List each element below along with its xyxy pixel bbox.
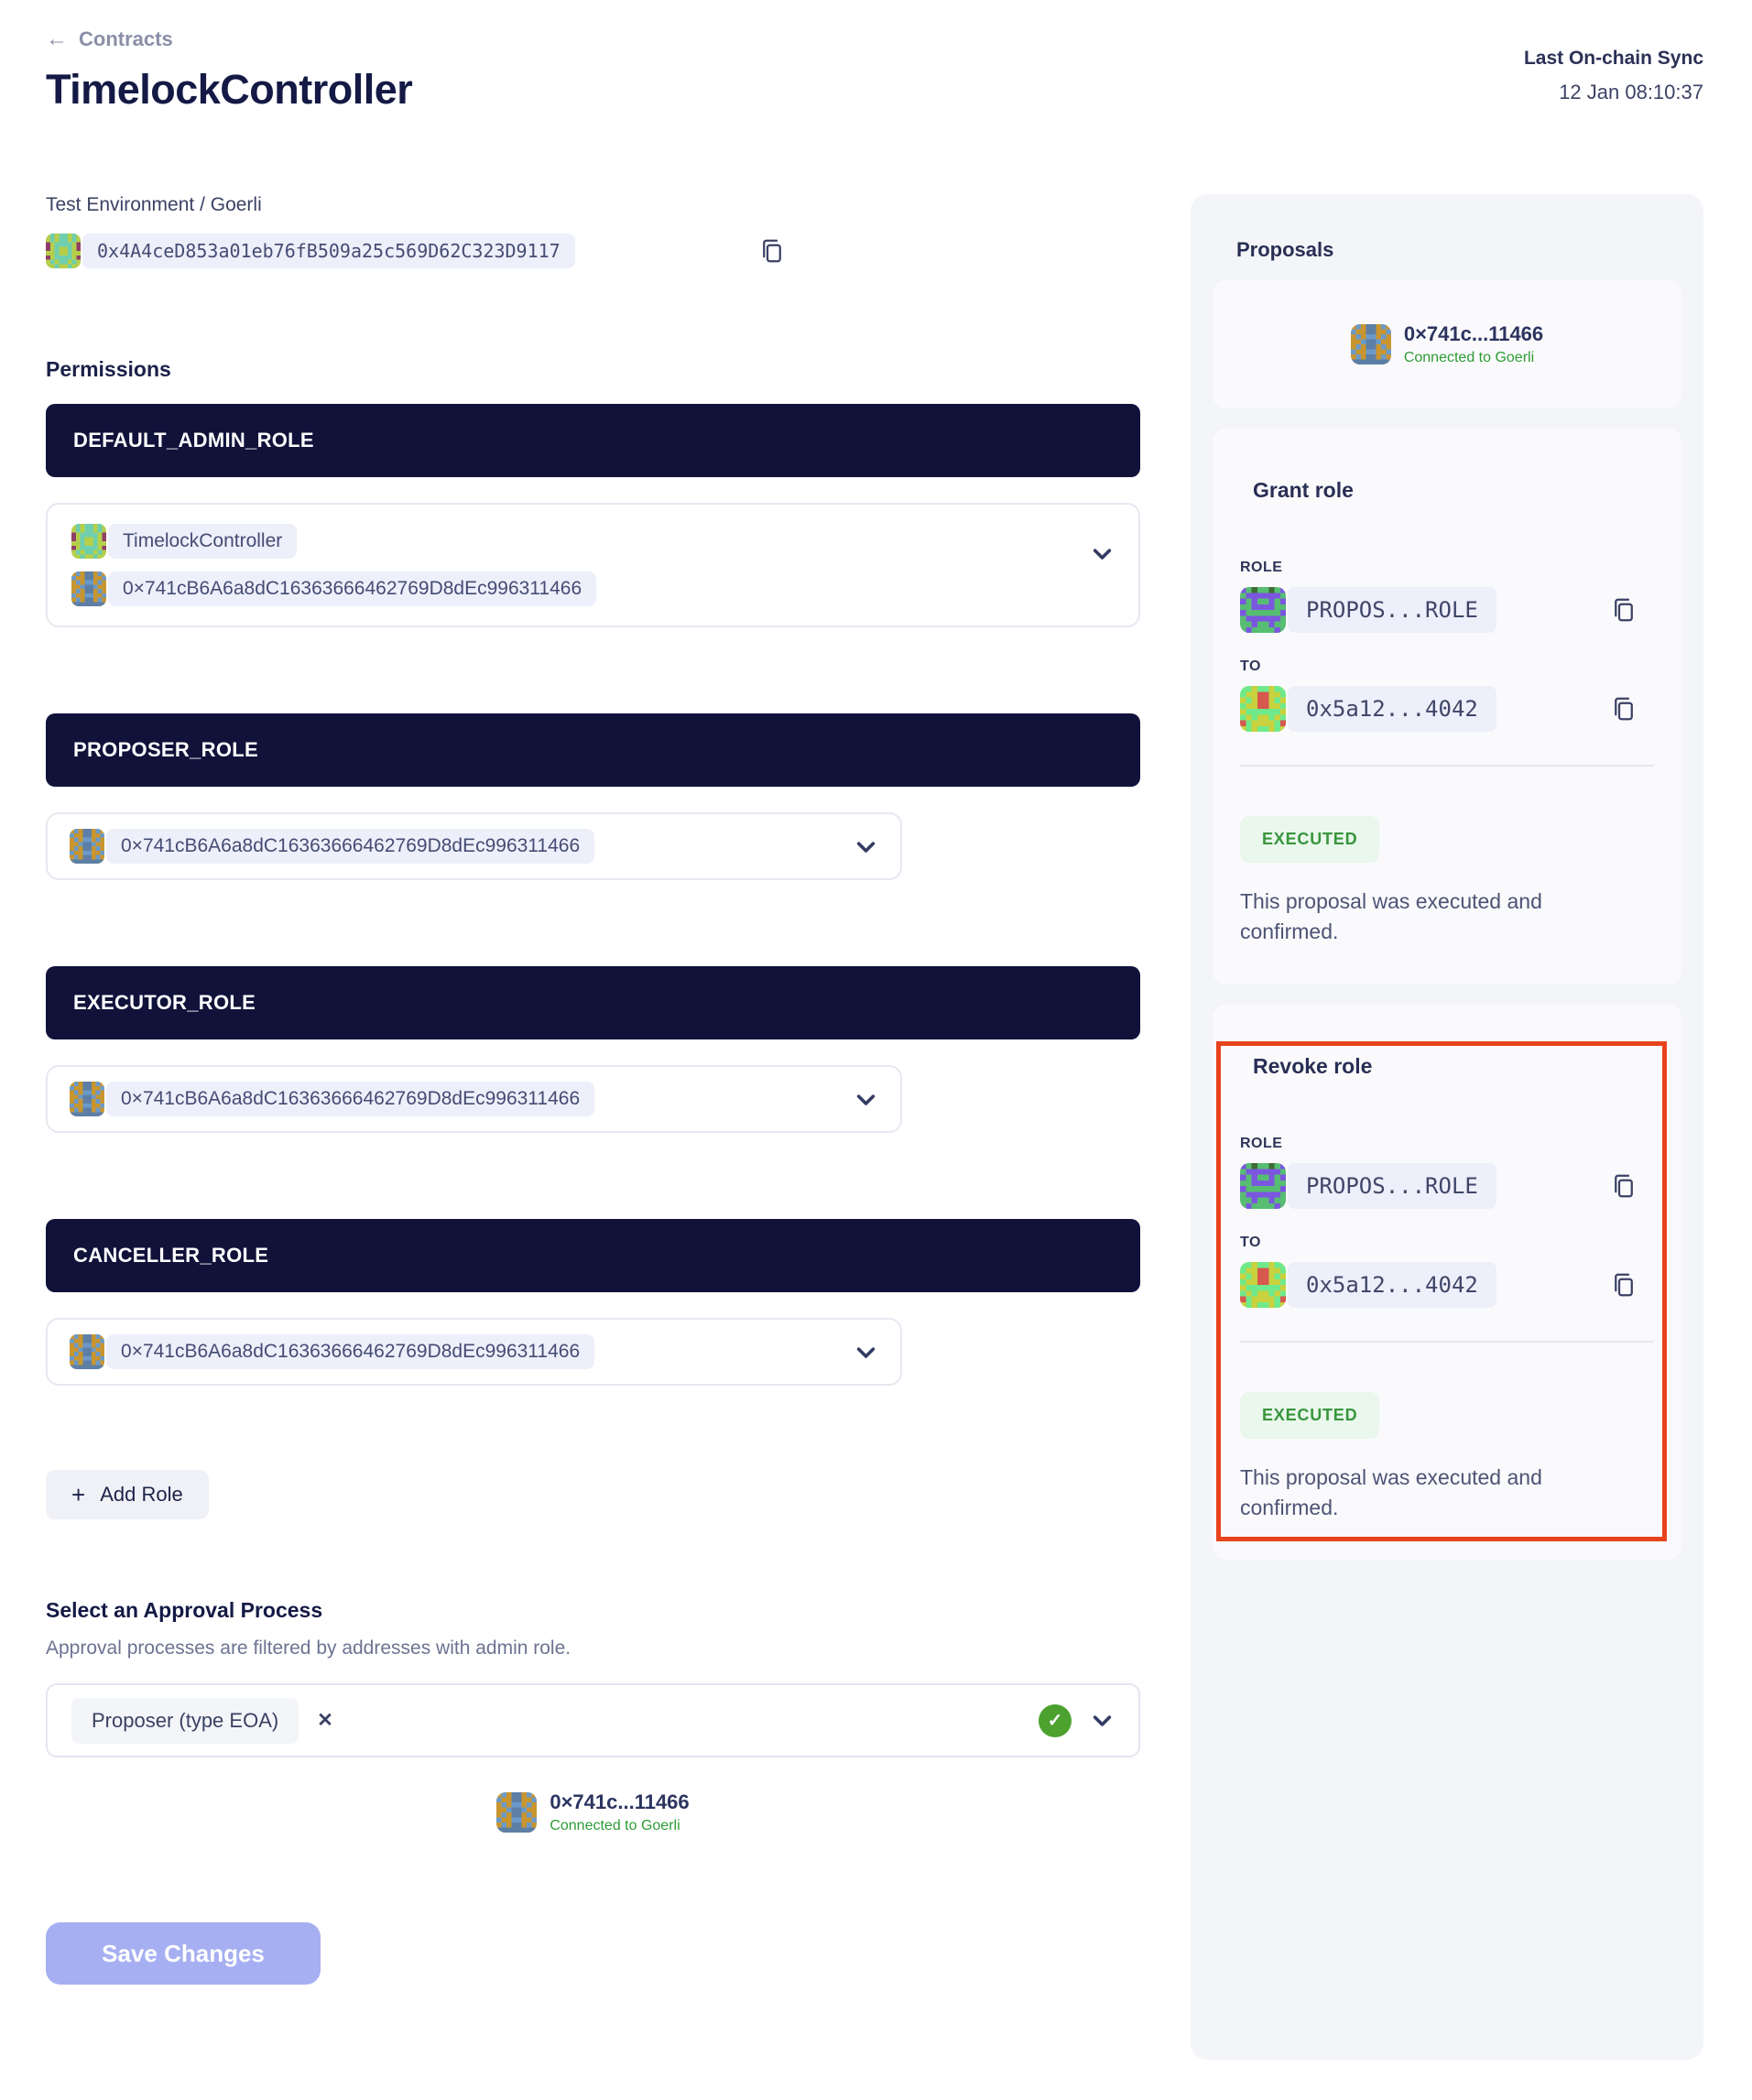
role-card-canceller: [46, 1318, 902, 1386]
breadcrumb-back-link[interactable]: [46, 27, 412, 51]
proposals-heading: Proposals: [1236, 238, 1334, 261]
contract-blockies-avatar: [46, 234, 81, 268]
role-card-proposer: [46, 812, 902, 880]
chevron-down-icon[interactable]: [854, 1087, 878, 1112]
approval-process-select[interactable]: [46, 1683, 1140, 1757]
role-card-executor: [46, 1065, 902, 1133]
to-field-label: TO: [1240, 1234, 1261, 1250]
connected-blockies-avatar: [496, 1792, 537, 1833]
chevron-down-icon[interactable]: [854, 1340, 878, 1365]
role-field-label: ROLE: [1240, 1135, 1283, 1151]
role-blockies-avatar: [1240, 587, 1286, 633]
copy-address-button[interactable]: [758, 237, 786, 265]
role-field-row: [1240, 1163, 1654, 1209]
contract-address-chip: 0x4A4ceD853a01eb76fB509a25c569D62C323D9117: [82, 234, 575, 268]
role-field-row: [1240, 587, 1654, 633]
to-field-label: TO: [1240, 658, 1261, 674]
summary-info: [1404, 322, 1543, 366]
copy-icon: [1610, 1172, 1638, 1200]
copy-role-button[interactable]: [1610, 1170, 1638, 1202]
to-value-chip: 0x5a12...4042: [1288, 1262, 1496, 1308]
chevron-down-icon[interactable]: [854, 834, 878, 859]
sync-label: Last On-chain Sync: [1523, 48, 1703, 69]
content-row: [46, 194, 1703, 2060]
valid-check-icon: ✓: [1039, 1704, 1072, 1737]
select-right-group: [1039, 1704, 1115, 1737]
contract-address-row: [46, 233, 1140, 269]
proposal-note: This proposal was executed and confirmed.: [1240, 889, 1542, 944]
to-field-row: [1240, 686, 1654, 732]
selected-approval-chip: Proposer (type EOA): [71, 1698, 299, 1744]
role-bar-default-admin: DEFAULT_ADMIN_ROLE: [46, 404, 1140, 477]
sync-time: 12 Jan 08:10:37: [1559, 81, 1703, 103]
member-row: [71, 571, 1115, 606]
proposals-sidebar: [1191, 194, 1703, 2060]
proposal-title: Revoke role: [1253, 1053, 1373, 1078]
to-blockies-avatar: [1240, 686, 1286, 732]
copy-role-button[interactable]: [1610, 594, 1638, 626]
role-bar-executor: EXECUTOR_ROLE: [46, 966, 1140, 1039]
copy-icon: [1610, 695, 1638, 723]
copy-to-button[interactable]: [1610, 693, 1638, 724]
status-badge: EXECUTED: [1240, 1392, 1379, 1439]
role-bar-proposer: PROPOSER_ROLE: [46, 713, 1140, 787]
role-bar-canceller: CANCELLER_ROLE: [46, 1219, 1140, 1292]
chevron-down-icon[interactable]: [1090, 1708, 1115, 1733]
save-changes-button[interactable]: Save Changes: [46, 1922, 321, 1985]
role-card-default-admin: [46, 503, 1140, 627]
header-left: [46, 27, 412, 114]
proposal-title: Grant role: [1253, 478, 1354, 502]
role-blockies-avatar: [1240, 1163, 1286, 1209]
approval-connected-block: [46, 1790, 1140, 1834]
chevron-down-icon[interactable]: [1090, 541, 1115, 566]
role-value-chip: PROPOS...ROLE: [1288, 587, 1496, 633]
permissions-heading: Permissions: [46, 357, 171, 381]
summary-blockies-avatar: [1351, 324, 1391, 365]
member-row: [70, 1082, 878, 1116]
page-title: TimelockController: [46, 66, 413, 113]
status-badge: EXECUTED: [1240, 816, 1379, 863]
clear-selection-button[interactable]: ✕: [317, 1710, 333, 1731]
member-blockies-avatar: [71, 524, 106, 559]
plus-icon: +: [71, 1481, 86, 1508]
member-row: [70, 829, 878, 864]
copy-icon: [1610, 596, 1638, 624]
to-field-row: [1240, 1262, 1654, 1308]
member-chip: 0×741cB6A6a8dC16363666462769D8dEc996311466: [106, 829, 594, 864]
member-chip: 0×741cB6A6a8dC16363666462769D8dEc996311466: [106, 1082, 594, 1116]
breadcrumb-label: Contracts: [79, 27, 173, 50]
copy-icon: [758, 237, 786, 265]
approval-description: Approval processes are filtered by addresses with admin role.: [46, 1638, 571, 1659]
main-column: [46, 194, 1140, 1985]
add-role-button[interactable]: [46, 1470, 209, 1519]
member-chip: 0×741cB6A6a8dC16363666462769D8dEc996311466: [108, 571, 596, 606]
member-row: [71, 524, 1115, 559]
connected-info: [550, 1790, 689, 1834]
role-value-chip: PROPOS...ROLE: [1288, 1163, 1496, 1209]
to-value-chip: 0x5a12...4042: [1288, 686, 1496, 732]
member-chip: TimelockController: [108, 524, 297, 559]
proposal-summary-card[interactable]: [1213, 280, 1681, 408]
summary-status: Connected to Goerli: [1403, 350, 1535, 365]
add-role-label: Add Role: [100, 1483, 183, 1506]
approval-heading: Select an Approval Process: [46, 1598, 323, 1622]
member-blockies-avatar: [71, 571, 106, 606]
copy-icon: [1610, 1271, 1638, 1299]
proposal-note: This proposal was executed and confirmed.: [1240, 1464, 1542, 1520]
sync-info: [1524, 27, 1703, 114]
proposal-card-grant-role[interactable]: [1213, 429, 1681, 985]
connected-status: Connected to Goerli: [550, 1818, 680, 1833]
proposal-card-revoke-role[interactable]: [1213, 1005, 1681, 1561]
member-blockies-avatar: [70, 1334, 104, 1369]
to-blockies-avatar: [1240, 1262, 1286, 1308]
member-row: [70, 1334, 878, 1369]
role-field-label: ROLE: [1240, 560, 1283, 575]
back-arrow-icon: ←: [46, 27, 68, 51]
member-chip: 0×741cB6A6a8dC16363666462769D8dEc996311466: [106, 1334, 594, 1369]
page-header: [46, 0, 1703, 114]
member-blockies-avatar: [70, 1082, 104, 1116]
copy-to-button[interactable]: [1610, 1269, 1638, 1300]
environment-label: Test Environment / Goerli: [46, 194, 262, 215]
summary-address: 0×741c...11466: [1403, 322, 1544, 345]
member-blockies-avatar: [70, 829, 104, 864]
connected-address: 0×741c...11466: [550, 1790, 690, 1813]
